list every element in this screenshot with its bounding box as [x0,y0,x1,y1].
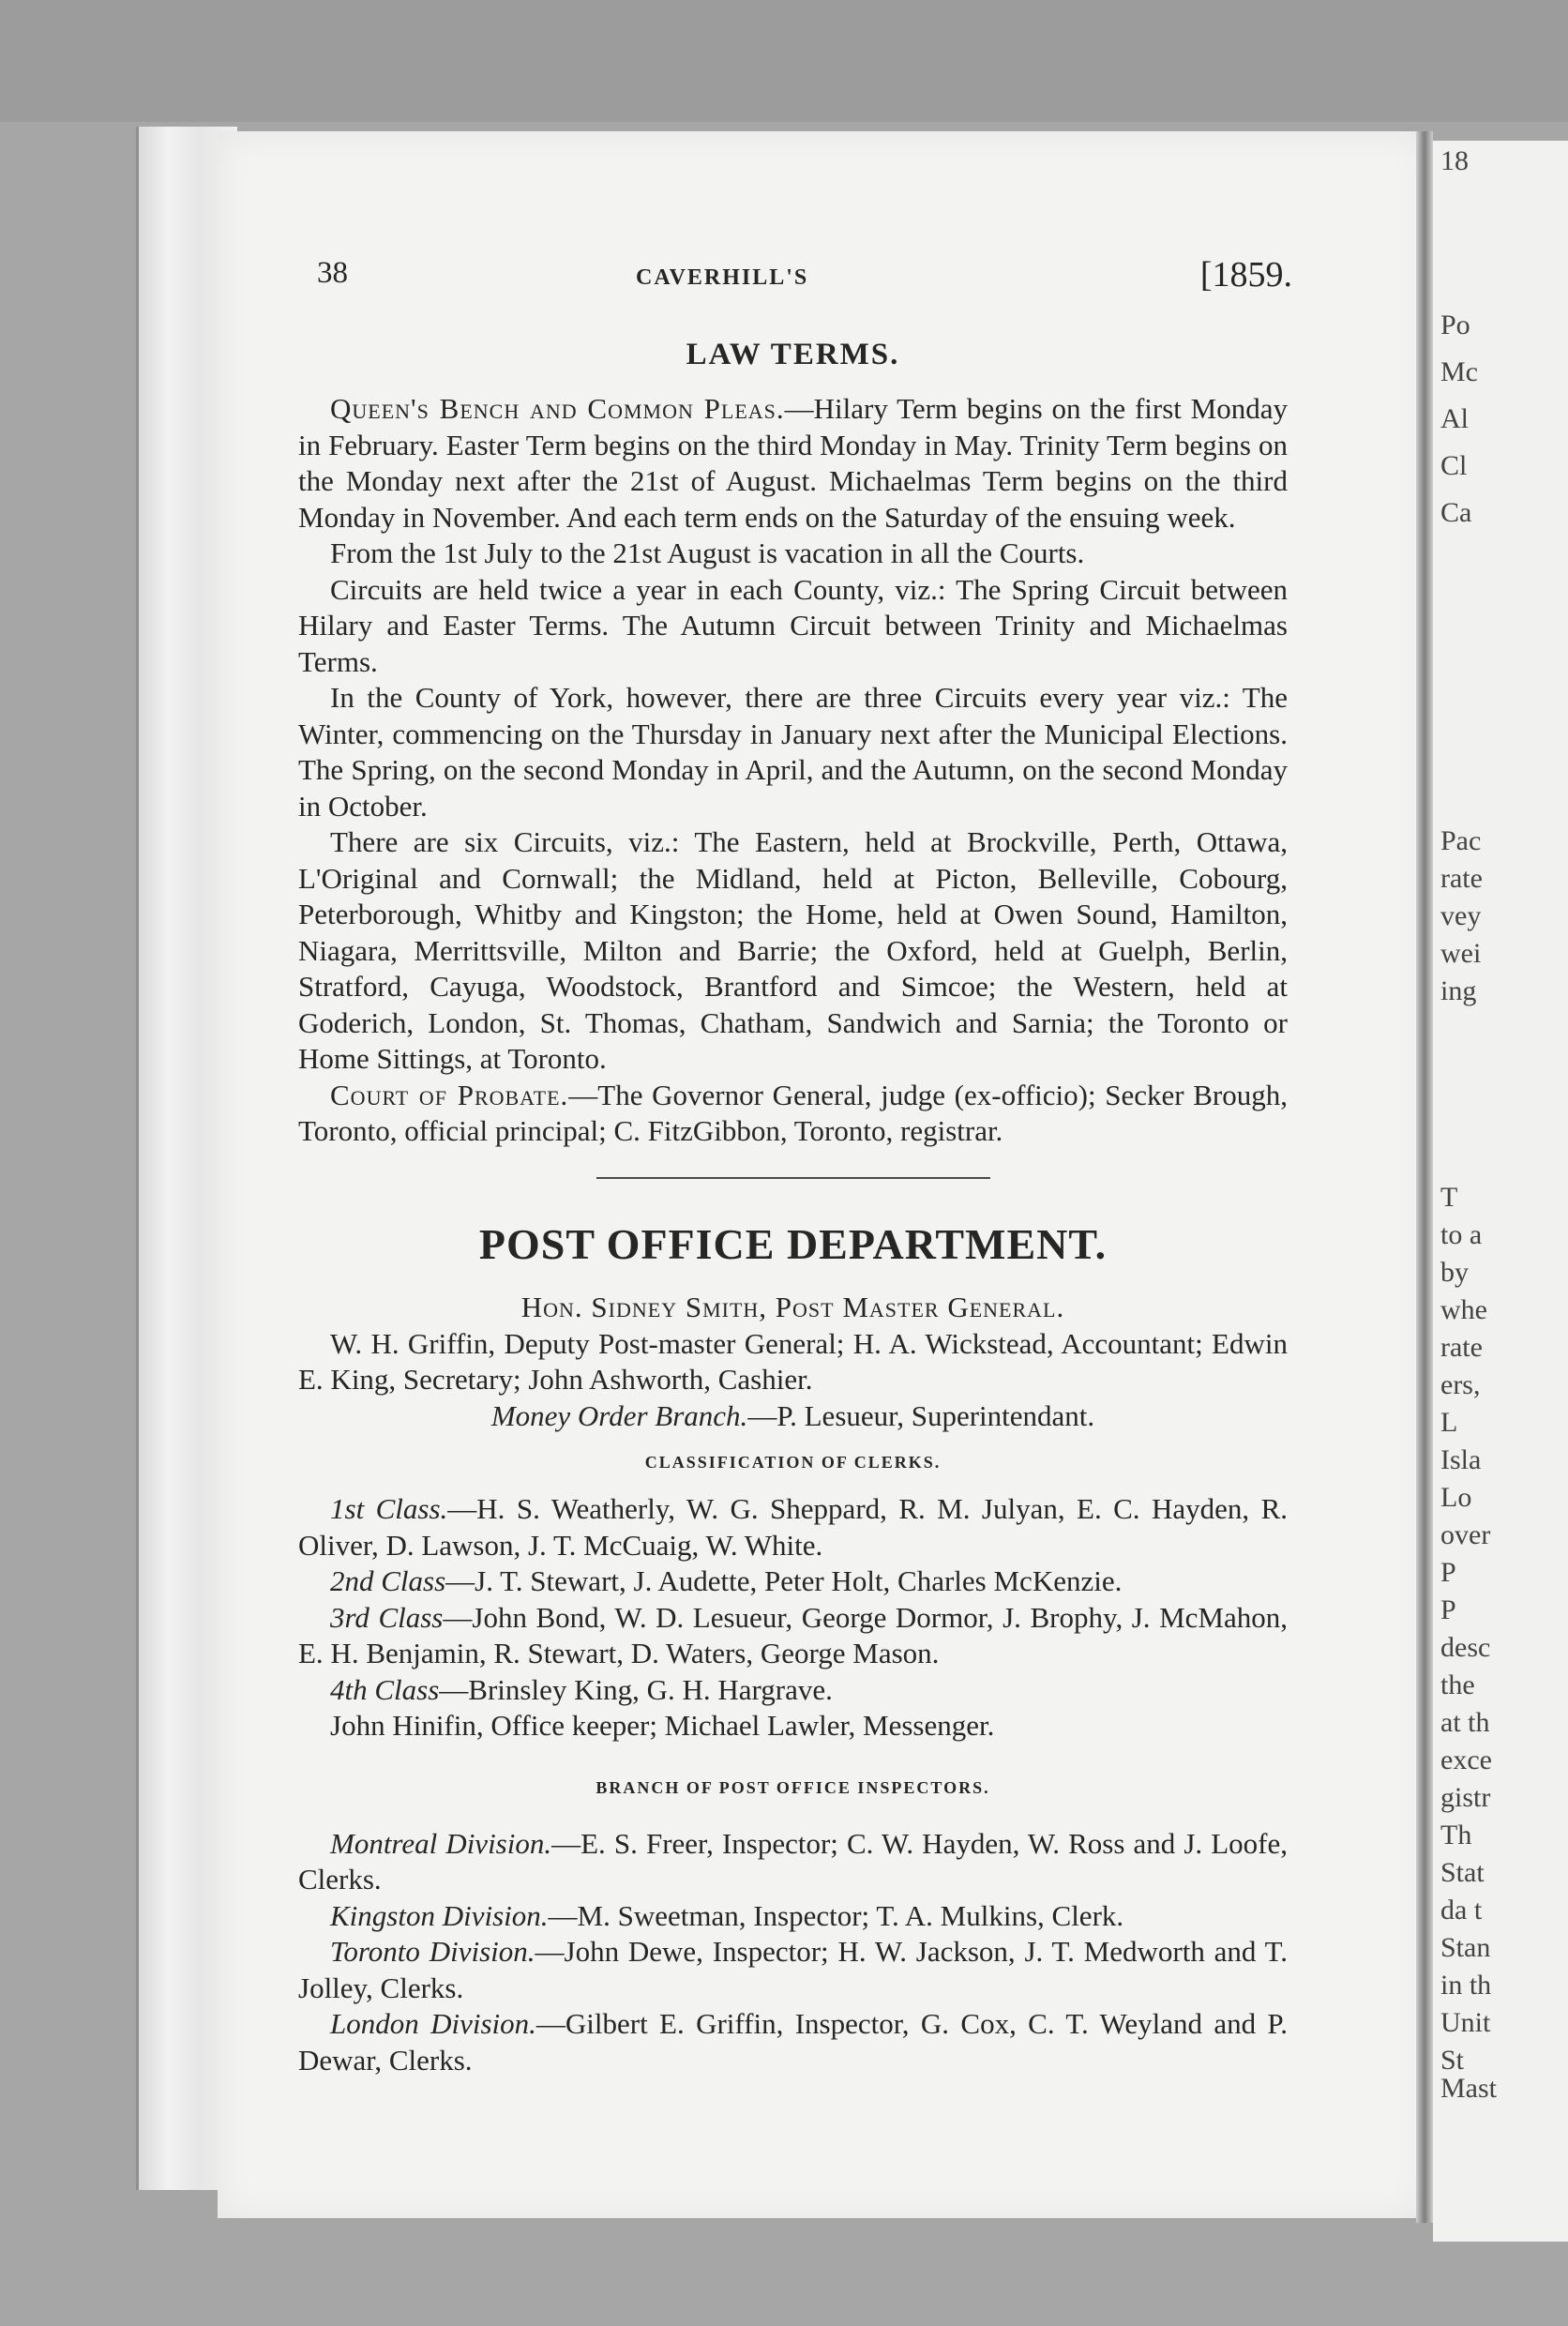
next-page-text-20: over [1440,1519,1491,1550]
next-page-text-3: Al [1440,403,1469,434]
next-page-text-33: Unit [1440,2007,1491,2038]
next-page-text-23: desc [1440,1632,1491,1663]
next-page-text-14: whe [1440,1294,1487,1325]
next-page-text-17: L [1440,1407,1458,1438]
next-page-fragment [1433,141,1568,2242]
next-page-text-24: the [1440,1669,1475,1700]
next-page-text-4: Cl [1440,450,1468,481]
class-3 [298,1600,1288,1672]
post-office-staff: W. H. Griffin, Deputy Post-master General; H. A. Wickstead, Accountant; Edwin E. King, Secretary; John Ashworth, Cashier. [298,1326,1288,1396]
next-page-text-28: Th [1440,1820,1472,1850]
next-page-text-30: da t [1440,1895,1483,1926]
next-page-text-0: 18 [1440,145,1469,176]
class-1 [298,1491,1288,1563]
law-terms-para-4: In the County of York, however, there are three Circuits every year viz.: The Winter, commencing on the Thursday in January next after the Municipal Elections. The Spring, on the second Monday in April, and the Autumn, on the second Monday in October. [298,681,1288,823]
post-office-section [298,1219,1288,2078]
toronto-text: —John Dewe, Inspector; H. W. Jackson, J. T. Medworth and T. Jolley, Clerks. [298,1935,1288,2004]
money-order-branch [298,1398,1288,1435]
next-page-text-12: to a [1440,1219,1483,1250]
next-page-text-34: St [1440,2045,1465,2076]
next-page-text-5: Ca [1440,497,1472,528]
london-label: London Division. [330,2007,536,2040]
next-page-text-10: ing [1440,975,1477,1006]
next-page-text-6: Pac [1440,825,1482,856]
next-page-text-13: by [1440,1257,1469,1288]
montreal-label: Montreal Division. [330,1826,552,1860]
next-page-text-7: rate [1440,863,1483,894]
money-order-text: —P. Lesueur, Superintendant. [747,1398,1095,1432]
law-terms-para-6-text: —The Governor General, judge (ex-officio); Secker Brough, Toronto, official principal; C. FitzGibbon, Toronto, registrar. [298,1078,1289,1147]
toronto-label: Toronto Division. [330,1935,535,1968]
next-page-text-8: vey [1440,900,1482,931]
law-terms-para-1-label: Queen's Bench and Common Pleas. [330,392,785,425]
class-2 [298,1563,1288,1600]
next-page-text-35: Mast [1440,2073,1497,2104]
next-page-text-18: Isla [1440,1444,1482,1475]
law-terms-para-6 [298,1078,1288,1150]
next-page-text-27: gistr [1440,1782,1491,1813]
class-3-label: 3rd Class [330,1600,444,1634]
law-terms-section [298,338,1288,1150]
running-year: [1859. [1199,255,1292,295]
london-text: —Gilbert E. Griffin, Inspector, G. Cox, C. T. Weyland and P. Dewar, Clerks. [298,2007,1288,2077]
next-page-text-19: Lo [1440,1482,1472,1513]
law-terms-para-1-text: —Hilary Term begins on the first Monday in February. Easter Term begins on the third Monday in May. Trinity Term begins on the Monday next after the 21st of August. Michaelmas Term begins on the third Monday in November. And each term ends on the Saturday of the ensuing week. [298,392,1288,534]
section-divider [596,1177,990,1179]
money-order-label: Money Order Branch. [490,1398,748,1432]
next-page-text-16: ers, [1440,1369,1481,1400]
class-3-text: —John Bond, W. D. Lesueur, George Dormor, J. Brophy, J. McMahon, E. H. Benjamin, R. Stewart, D. Waters, George Mason. [298,1600,1288,1669]
office-keeper: John Hinifin, Office keeper; Michael Lawler, Messenger. [330,1709,995,1742]
law-terms-para-1 [298,391,1288,536]
running-head [317,249,1292,295]
class-4-label: 4th Class [330,1672,440,1706]
next-page-text-26: exce [1440,1744,1492,1775]
classification-title: CLASSIFICATION OF CLERKS. [644,1453,942,1472]
next-page-text-1: Po [1440,310,1470,340]
next-page-text-9: wei [1440,938,1482,969]
class-4 [298,1672,1288,1709]
inspectors-title: BRANCH OF POST OFFICE INSPECTORS. [596,1777,990,1797]
next-page-text-31: Stan [1440,1932,1491,1963]
law-terms-para-2: From the 1st July to the 21st August is vacation in all the Courts. [330,536,1085,569]
post-master-general: Hon. Sidney Smith, Post Master General. [520,1291,1065,1323]
next-page-text-2: Mc [1440,356,1478,387]
next-page-text-21: P [1440,1557,1456,1588]
toronto-division [298,1934,1288,2006]
montreal-division [298,1826,1288,1898]
next-page-text-29: Stat [1440,1857,1485,1888]
law-terms-title: LAW TERMS. [686,338,900,371]
next-page-text-22: P [1440,1594,1456,1625]
kingston-division [298,1898,1288,1935]
class-1-label: 1st Class. [330,1492,448,1525]
montreal-text: —E. S. Freer, Inspector; C. W. Hayden, W. Ross and J. Loofe, Clerks. [298,1826,1288,1896]
law-terms-para-5: There are six Circuits, viz.: The Eastern, held at Brockville, Perth, Ottawa, L'Original and Cornwall; the Midland, held at Picton, Belleville, Cobourg, Peterborough, Whitby and Kingston; the Home, held at Owen Sound, Hamilton, Niagara, Merrittsville, Milton and Barrie; the Oxford, held at Guelph, Berlin, Stratford, Cayuga, Woodstock, Brantford and Simcoe; the Western, held at Goderich, London, St. Thomas, Chatham, Sandwich and Sarnia; the Toronto or Home Sittings, at Toronto. [298,825,1288,1075]
section-divider-wrap [298,1177,1288,1179]
next-page-text-11: T [1440,1182,1458,1213]
class-2-text: —J. T. Stewart, J. Audette, Peter Holt, Charles McKenzie. [445,1564,1123,1597]
next-page-text-32: in th [1440,1970,1492,2001]
law-terms-para-3: Circuits are held twice a year in each County, viz.: The Spring Circuit between Hilary and Easter Terms. The Autumn Circuit between Trinity and Michaelmas Terms. [298,572,1288,678]
page-gutter [1416,131,1433,2223]
scan-background [0,0,1568,122]
next-page-text-25: at th [1440,1707,1490,1738]
class-1-text: —H. S. Weatherly, W. G. Sheppard, R. M. Julyan, E. C. Hayden, R. Oliver, D. Lawson, J. T. McCuaig, W. White. [298,1492,1288,1562]
class-4-text: —Brinsley King, G. H. Hargrave. [439,1672,833,1706]
next-page-text-15: rate [1440,1332,1483,1363]
london-division [298,2006,1288,2078]
class-2-label: 2nd Class [330,1564,446,1597]
law-terms-para-6-label: Court of Probate. [330,1078,569,1111]
post-office-title: POST OFFICE DEPARTMENT. [478,1220,1108,1268]
page-number: 38 [317,256,348,290]
kingston-text: —M. Sweetman, Inspector; T. A. Mulkins, Clerk. [548,1898,1124,1932]
running-title: CAVERHILL'S [636,265,809,290]
kingston-label: Kingston Division. [330,1898,549,1932]
